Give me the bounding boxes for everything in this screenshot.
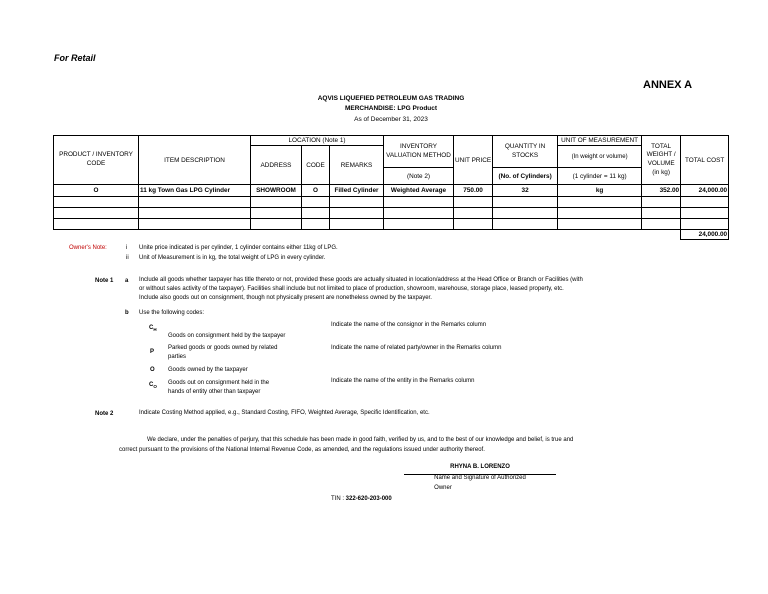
note2-label: Note 2 — [95, 411, 114, 417]
header-total-weight-label: TOTAL WEIGHT / VOLUME — [646, 142, 676, 167]
header-location: LOCATION (Note 1) — [251, 136, 384, 146]
code-ch-desc: Goods on consignment held by the taxpayer — [168, 333, 286, 339]
header-valuation-note: (Note 2) — [384, 168, 454, 185]
for-retail-label: For Retail — [54, 53, 96, 63]
header-product-code: PRODUCT / INVENTORY CODE — [54, 136, 139, 185]
header-quantity-sub: (No. of Cylinders) — [493, 168, 558, 185]
code-co-desc1: Goods out on consignment held in the — [168, 380, 270, 386]
as-of-date: As of December 31, 2023 — [354, 116, 428, 123]
code-ch: $C_H$ — [149, 325, 157, 333]
owners-note-ii-text: Unit of Measurement is in kg, the total weight of LPG in every cylinder. — [139, 255, 326, 261]
owners-note-label: Owner's Note: — [69, 245, 107, 251]
header-uom: UNIT OF MEASUREMENT — [558, 136, 642, 146]
code-co-instr: Indicate the name of the entity in the Remarks column — [331, 378, 475, 384]
header-quantity: QUANTITY IN STOCKS — [493, 136, 558, 168]
merchandise-line: MERCHANDISE: LPG Product — [344, 105, 438, 112]
code-co-desc2: hands of entity other than taxpayer — [168, 389, 261, 395]
signature-caption: Name and Signature of Authorized — [434, 475, 526, 481]
code-p-instr: Indicate the name of related party/owner in the Remarks column — [331, 345, 502, 351]
code-o: O — [150, 367, 155, 373]
header-uom-sub1: (In weight or volume) — [558, 146, 642, 168]
declaration-line1: We declare, under the penalties of perjury, that this schedule has been made in good faith, verified by us, and to the best of our knowledge and belief, is true and — [147, 437, 574, 443]
owners-note-i-text: Unite price indicated is per cylinder, 1 cylinder contains either 11kg of LPG. — [139, 245, 338, 251]
code-co: $C_O$ — [149, 382, 157, 390]
annex-title: ANNEX A — [643, 79, 693, 91]
owners-note-i-num: i — [126, 245, 128, 251]
header-unit-price: UNIT PRICE — [454, 136, 493, 185]
cell-remarks: Filled Cylinder — [330, 185, 384, 197]
note2-text: Indicate Costing Method applied, e.g., Standard Costing, FIFO, Weighted Average, Specific Identification, etc. — [139, 410, 430, 416]
code-ch-instr: Indicate the name of the consignor in the Remarks column — [331, 322, 487, 328]
cell-unit-price: 750.00 — [454, 185, 493, 197]
cell-address: SHOWROOM — [251, 185, 302, 197]
header-total-weight — [642, 136, 681, 185]
tin-value: 322-620-203-000 — [345, 496, 392, 502]
empty-row — [54, 208, 729, 219]
code-p-desc2: parties — [168, 354, 187, 360]
declaration-line2: correct pursuant to the provisions of the National Internal Revenue Code, as amended, and the regulations issued under authority thereof. — [119, 447, 485, 453]
cell-loc-code: O — [302, 185, 330, 197]
cell-description: 11 kg Town Gas LPG Cylinder — [139, 185, 251, 197]
empty-row — [54, 219, 729, 230]
header-address: ADDRESS — [251, 146, 302, 185]
header-remarks: REMARKS — [330, 146, 384, 185]
empty-row — [54, 197, 729, 208]
header-uom-sub2: (1 cylinder = 11 kg) — [558, 168, 642, 185]
note1-b: b — [125, 310, 129, 316]
cell-total-weight: 352.00 — [642, 185, 681, 197]
inventory-table — [53, 135, 729, 240]
total-row — [54, 230, 729, 240]
header-total-cost: TOTAL COST — [681, 136, 729, 185]
signature-role: Owner — [434, 485, 452, 491]
header-code: CODE — [302, 146, 330, 185]
code-o-desc: Goods owned by the taxpayer — [168, 367, 248, 373]
cell-valuation: Weighted Average — [384, 185, 454, 197]
note1-a-line2: or without sales activity of the taxpayer). Facilities shall include but not limited to place of production, showroom, warehouse, storage place, leased property, etc. — [139, 286, 564, 292]
owners-note-ii-num: ii — [126, 255, 129, 261]
tin-label: TIN : — [331, 496, 344, 502]
code-p: P — [150, 349, 155, 355]
cell-total-cost: 24,000.00 — [681, 185, 729, 197]
cell-uom: kg — [558, 185, 642, 197]
note1-b-text: Use the following codes: — [139, 310, 205, 316]
note1-label: Note 1 — [95, 278, 114, 284]
note1-a: a — [125, 278, 129, 284]
table-row — [54, 185, 729, 197]
tin-line — [331, 496, 392, 502]
header-total-weight-unit: (in kg) — [652, 168, 670, 176]
code-p-desc1: Parked goods or goods owned by related — [168, 345, 278, 351]
note1-a-line3: Include also goods out on consignment, though not physically present are nonetheless owned by the taxpayer. — [139, 295, 432, 301]
header-item-description: ITEM DESCRIPTION — [139, 136, 251, 185]
company-name: AQVIS LIQUEFIED PETROLEUM GAS TRADING — [317, 95, 465, 102]
grand-total: 24,000.00 — [681, 230, 729, 240]
cell-code: O — [54, 185, 139, 197]
cell-quantity: 32 — [493, 185, 558, 197]
signatory-name: RHYNA B. LORENZO — [450, 464, 510, 470]
header-valuation: INVENTORY VALUATION METHOD — [384, 136, 454, 168]
note1-a-line1: Include all goods whether taxpayer has title thereto or not, provided these goods are actually situated in location/address at the Head Office or Branch or Facilities (with — [139, 277, 583, 283]
